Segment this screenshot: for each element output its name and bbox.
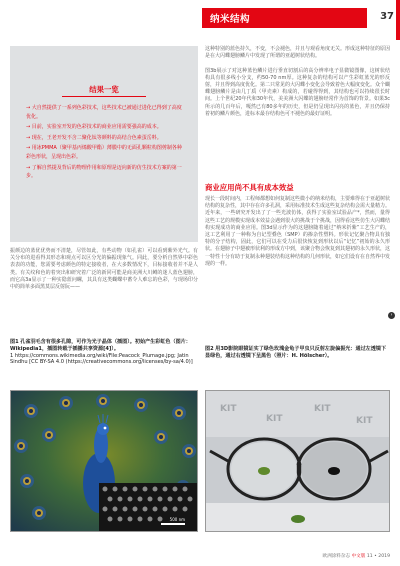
footer-edition: 中文版: [351, 554, 366, 559]
footer-journal: 欧洲涂料杂志: [322, 554, 351, 559]
summary-item: → 了解自然提及背后的物理作用和原理是迈向新的仿生技术方案的第一步。: [26, 164, 182, 180]
scale-label: 500 nm: [169, 517, 185, 522]
summary-box: [10, 46, 198, 242]
peacock-photo: [10, 390, 198, 532]
figure-1-text: 孔雀羽毛含有很多孔隙，可作为光子晶体（插图）。初始产生彩虹色（图片：Wikipedia1，插图转载于插播共享资源[4]）。: [10, 339, 191, 352]
section-heading: 商业应用尚不具有成本效益: [205, 183, 294, 192]
page-footer: [323, 553, 390, 559]
figure-1-label: 图1: [10, 339, 19, 345]
page-header: [202, 0, 400, 40]
summary-item: → 目前，实验室开发的色彩技术的商业应用需要强高的成本。: [26, 124, 162, 131]
right-body-text: 现长一段时间内，工程师都想如何复制这些微小的纳米结构，主要难得在于亚超树状结构的复杂性，其中存在许多孔洞，采用标准技术生成这些复杂结构会需大量精力。近年来，一些研究开发出了了一些光波仿体，获得了实验室试验品产*，然而，量得这些工艺的规模实现成本效益会遇到很大的挑战于个挑战，因得看这些仿生大闪蝶结构实现成功的商业应用。图3d显示作为的这翅膀随着通过“纳米折紫”工艺生产的，这工艺利用了一种称为自记型叠色（SMP）的掺杂性塑料。形状记忆聚合物具有独特的分子结构，固此，它们可以在受力后很快恢复到形状以后“记忆”初始的永久形状。在翅膀子中翅被形状利的形成方中到，该聚合物会恢复到其翅初的永久形状，这一特性十分有助于复制永种翅装结构这种结构的几何形状，如它们设有在自然界中发现的一样。: [205, 196, 391, 267]
figure-1-reference: 1 https://commons.wikimedia.org/wiki/File:Peacock_Plumage.jpg; Jatin Sindhu [CC BY-SA 4.0 (https://creativecommons.org/licenses/by-sa/4.0)]: [10, 352, 193, 366]
page-number: 37: [380, 11, 394, 22]
photo-text: KIT: [220, 404, 237, 414]
glasses-illustration: [206, 391, 390, 532]
figure-2-text: 用3D影院眼镜证实了绿色玫瑰金龟子甲虫只反射左旋偏振光：通过左透镜下显绿色，通过右透镜下呈黑色（照片：H. Hölscher）。: [205, 346, 387, 359]
summary-title: 结果一览: [89, 85, 119, 94]
summary-list: [26, 104, 186, 183]
photo-text: KIT: [314, 404, 331, 414]
edge-marker: [396, 0, 400, 40]
section-title: 纳米结构: [210, 14, 251, 25]
photo-text: KIT: [356, 416, 373, 426]
figure-2-caption: [205, 346, 390, 360]
section-band: [202, 8, 367, 28]
summary-item: → 用冰PMMA（聚甲基丙烯酸甲酯）薄膜中的无面孔颗粒构图剪制各种彩色形状，呈现出色彩。: [26, 145, 182, 160]
glasses-photo: [205, 390, 390, 532]
continue-arrow-icon: ›: [388, 312, 395, 319]
nanostructure-inset: [99, 483, 197, 531]
summary-item: → 现在，王老开发不含二聚化钛等颜料的高结合色素蛋岳料。: [26, 134, 162, 141]
scale-bar: [161, 523, 185, 525]
photo-text: KIT: [266, 414, 283, 424]
footer-issue: 11 • 2019: [366, 554, 390, 559]
summary-item: → 大自然提供了一系列色彩技术，这些技术已被通过进化已得到了高度优化。: [26, 105, 182, 120]
left-body-text: 振颜边的蓝优优势而不清楚，尽管如此，有些动物（如孔雀）可以看到紫外光气。有关分布的进看得其形态和观点可以区分光的偏振现象气。同此，要分析自然界中彩色表表的功能，您需要考虑颜色的特定接收者，在大多数情况下，目标接收者并不是人类。有关纹和色的着突出和研究着广泛的新同可能是商美洲大川鳟的迷人蓝色翅膀，而它高3a显示了一种实隐蓝问螺，其具有这类蝴蝶中蓄令人难忘的色彩，与现场印分中的简单多面黑莫层反射阮——: [10, 248, 198, 291]
figure-1-caption: [10, 339, 198, 366]
figure-2-label: 图2: [205, 346, 214, 352]
summary-title-rule: [62, 96, 146, 97]
right-top-text: 这种特别的蓝色持久，不变，不会褪色，并且与观看角度无关。形成这种特征的原因是在大闪蝶翅膀鳞片中发现了所谓的亚超树状结构。 图3b展示了对这种蓝色鳞片进行垂直切割后的高分辨率电子显微镜图像，这树状结构具有很多线小分支，约50-70 nm厚。这种复杂的结构可以产生彩虹蓝光的形反射，并且得到高度优化。第二只常见的大闪蝶小变化会导致着色大幅度变化。众个蝴蝶翅膀鳞片是由几丁质（甲壳素）构成的，若碰得得到，其结构也可以持续很长时间。上个世纪20年代和30年代，美美洲大闪蝶的翅膀经常作为首饰的背景。如果3c所示的几百年后，嘎然已有80多年的历史，但是仍呈现出闪亮的蓝色，并且仍保持着初的鳞片颜色，进标本最存结构色可不褪色的最好证明。: [205, 46, 391, 117]
